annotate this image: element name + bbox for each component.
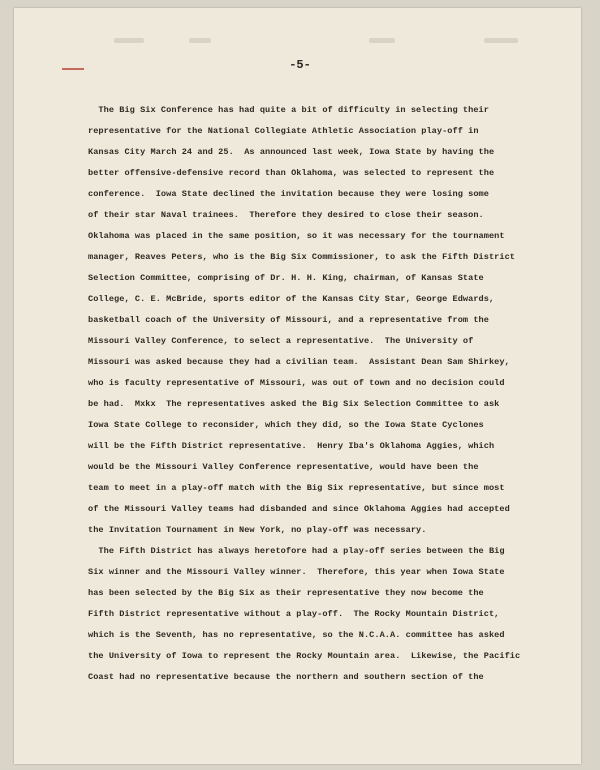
text-line: Missouri Valley Conference, to select a representative. The University of: [88, 336, 474, 346]
text-line: Oklahoma was placed in the same position, so it was necessary for the tournament: [88, 231, 505, 241]
text-line: representative for the National Collegiate Athletic Association play-off in: [88, 126, 479, 136]
faded-header-marks: [14, 38, 581, 48]
text-line: Fifth District representative without a play-off. The Rocky Mountain District,: [88, 609, 500, 619]
text-line: the University of Iowa to represent the Rocky Mountain area. Likewise, the Pacific: [88, 651, 521, 661]
text-line: the Invitation Tournament in New York, no play-off was necessary.: [88, 525, 427, 535]
text-line: Selection Committee, comprising of Dr. H. H. King, chairman, of Kansas State: [88, 273, 484, 283]
typed-body-text: [88, 100, 558, 688]
text-line: has been selected by the Big Six as their representative they now become the: [88, 588, 484, 598]
text-line: Six winner and the Missouri Valley winner. Therefore, this year when Iowa State: [88, 567, 505, 577]
text-line: College, C. E. McBride, sports editor of the Kansas City Star, George Edwards,: [88, 294, 495, 304]
text-line: Coast had no representative because the northern and southern section of the: [88, 672, 484, 682]
text-line: conference. Iowa State declined the invitation because they were losing some: [88, 189, 489, 199]
text-line: would be the Missouri Valley Conference representative, would have been the: [88, 462, 479, 472]
text-line: The Big Six Conference has had quite a bit of difficulty in selecting their: [88, 105, 489, 115]
text-line: team to meet in a play-off match with the Big Six representative, but since most: [88, 483, 505, 493]
text-line: The Fifth District has always heretofore had a play-off series between the Big: [88, 546, 505, 556]
text-line: will be the Fifth District representative. Henry Iba's Oklahoma Aggies, which: [88, 441, 495, 451]
text-line: of their star Naval trainees. Therefore they desired to close their season.: [88, 210, 484, 220]
text-line: which is the Seventh, has no representative, so the N.C.A.A. committee has asked: [88, 630, 505, 640]
text-line: basketball coach of the University of Missouri, and a representative from the: [88, 315, 489, 325]
page-number: -5-: [289, 58, 311, 72]
text-line: be had. Mxkx The representatives asked the Big Six Selection Committee to ask: [88, 399, 500, 409]
text-line: Kansas City March 24 and 25. As announced last week, Iowa State by having the: [88, 147, 495, 157]
text-line: of the Missouri Valley teams had disbanded and since Oklahoma Aggies had accepted: [88, 504, 510, 514]
text-line: Iowa State College to reconsider, which they did, so the Iowa State Cyclones: [88, 420, 484, 430]
text-line: better offensive-defensive record than Oklahoma, was selected to represent the: [88, 168, 495, 178]
text-line: who is faculty representative of Missouri, was out of town and no decision could: [88, 378, 505, 388]
text-line: manager, Reaves Peters, who is the Big Six Commissioner, to ask the Fifth District: [88, 252, 515, 262]
text-line: Missouri was asked because they had a civilian team. Assistant Dean Sam Shirkey,: [88, 357, 510, 367]
